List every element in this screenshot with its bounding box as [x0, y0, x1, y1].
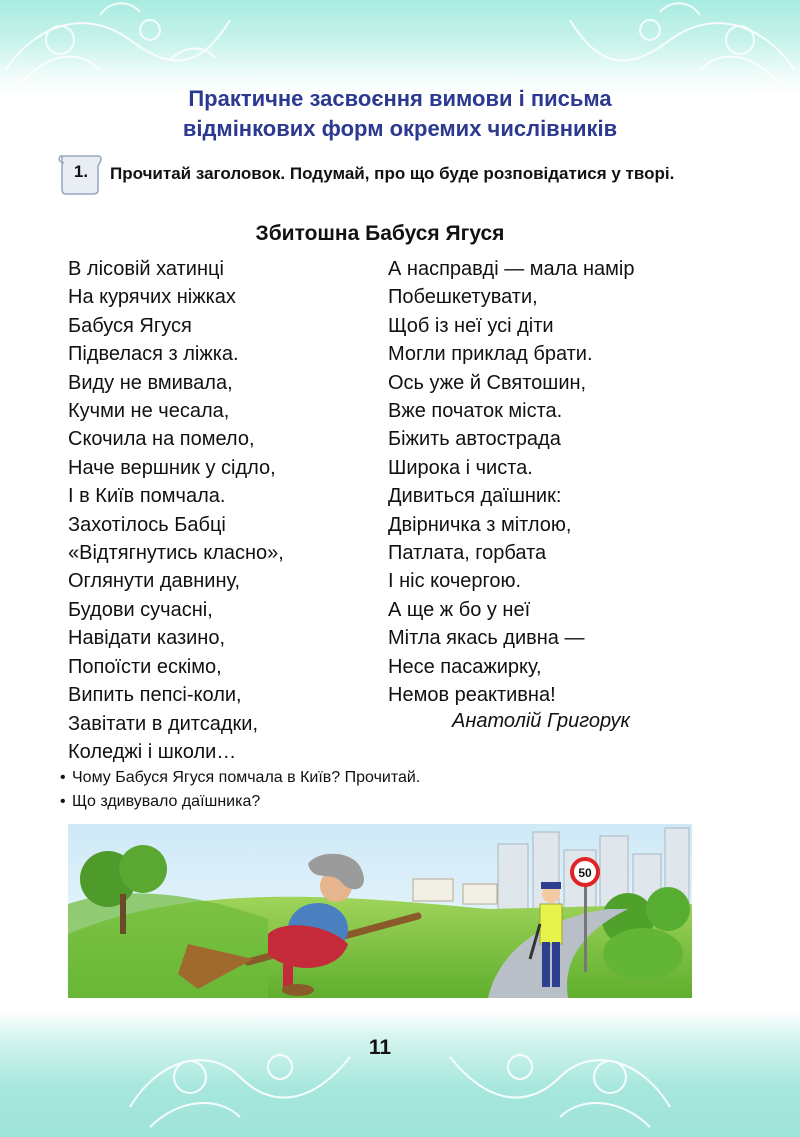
question-item: [60, 790, 420, 814]
bullet-dot: •: [60, 769, 66, 786]
poem-line: Несе пасажирку,: [388, 655, 542, 678]
title-line-2: відмінкових форм окремих числівників: [182, 116, 618, 141]
poem-line: Підвелася з ліжка.: [68, 343, 239, 366]
poem-line: Оглянути давнину,: [68, 570, 241, 593]
questions-list: [60, 766, 420, 814]
poem-line: А насправді — мала намір: [388, 258, 635, 280]
bottom-decorative-band: [0, 1012, 800, 1137]
poem-title: Збитошна Бабуся Ягуся: [255, 222, 505, 245]
poem-right-column: [388, 255, 708, 710]
poem-author: Анатолій Григорук: [452, 710, 630, 732]
poem-line: Широка і чиста.: [388, 456, 533, 479]
poem-line: Випить пепсі-коли,: [68, 684, 242, 707]
question-text: Що здивувало даїшника?: [72, 793, 261, 810]
task-instruction: Прочитай заголовок. Подумай, про що буде розповідатися у творі.: [110, 164, 675, 183]
poem-line: Захотілось Бабці: [68, 513, 226, 536]
poem-line: І ніс кочергою.: [388, 570, 522, 593]
bottom-right-ornament: [440, 1017, 680, 1132]
poem-line: Будови сучасні,: [68, 598, 213, 621]
page-number: 11: [368, 1036, 392, 1059]
bullet-dot: •: [60, 793, 66, 810]
poem-line: Біжить автострада: [388, 428, 561, 451]
poem-line: Скочила на помело,: [68, 428, 255, 451]
poem-line: Дивиться даїшник:: [388, 485, 562, 508]
poem-line: Побешкетувати,: [388, 286, 538, 309]
poem-line: Попоїсти ескімо,: [68, 655, 222, 678]
page-title: [100, 84, 700, 144]
poem-left-column: [68, 255, 378, 766]
task-number-badge: [58, 150, 104, 196]
poem-line: Мітла якась дивна —: [388, 627, 585, 650]
poem-line: А ще ж бо у неї: [388, 598, 531, 621]
poem-line: В лісовій хатинці: [68, 258, 224, 280]
poem-line: Наче вершник у сідло,: [68, 456, 276, 479]
sign-text: 50: [578, 866, 592, 880]
poem-line: Щоб із неї усі діти: [388, 314, 554, 337]
question-item: [60, 766, 420, 790]
title-line-1: Практичне засвоєння вимови і письма: [188, 86, 612, 111]
poem-line: Могли приклад брати.: [388, 343, 593, 366]
poem-line: Вже початок міста.: [388, 400, 563, 423]
poem-line: Кучми не чесала,: [68, 400, 230, 423]
poem-line: Ось уже й Святошин,: [388, 371, 587, 394]
poem-line: Бабуся Ягуся: [68, 314, 192, 337]
poem-line: І в Київ помчала.: [68, 485, 226, 508]
poem-line: Навідати казино,: [68, 627, 226, 650]
poem-line: Завітати в дитсадки,: [68, 712, 259, 735]
poem-line: Двірничка з мітлою,: [388, 513, 572, 536]
top-decorative-band: [0, 0, 800, 95]
top-right-ornament: [560, 0, 800, 95]
bottom-left-ornament: [120, 1017, 360, 1132]
poem-line: Коледжі і школи…: [68, 740, 237, 763]
poem-line: «Відтягнутись класно»,: [68, 542, 284, 565]
question-text: Чому Бабуся Ягуся помчала в Київ? Прочитай.: [72, 769, 421, 786]
poem-line: Немов реактивна!: [388, 684, 556, 707]
poem-line: Патлата, горбата: [388, 542, 547, 565]
baba-yaga-illustration: [68, 824, 692, 998]
poem-line: На курячих ніжках: [68, 286, 236, 309]
poem-line: Виду не вмивала,: [68, 371, 233, 394]
top-left-ornament: [0, 0, 240, 95]
task-number: 1.: [73, 162, 89, 181]
